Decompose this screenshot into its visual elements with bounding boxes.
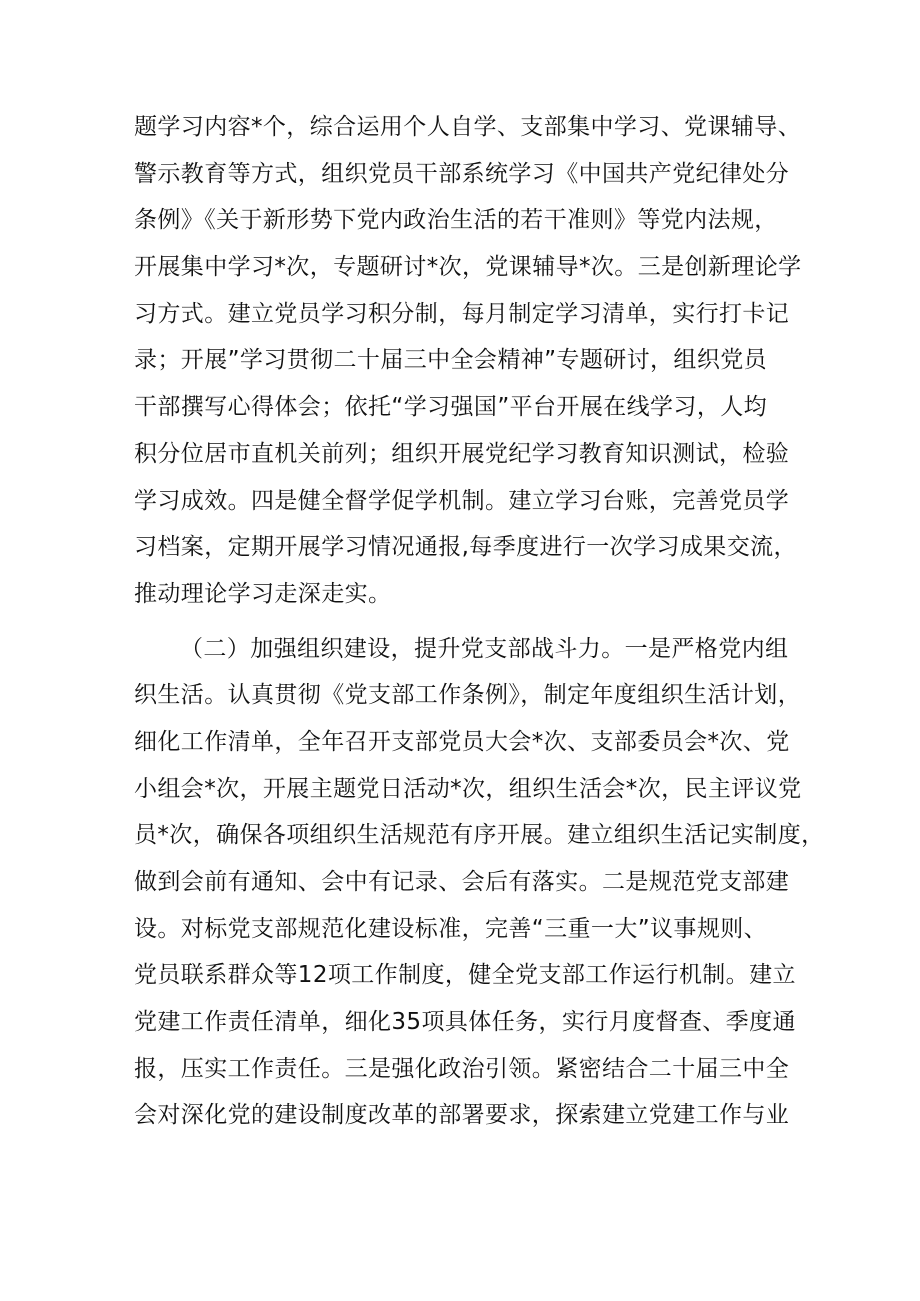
- text-line: 党建工作责任清单，细化35项具体任务，实行月度督查、季度通: [134, 1009, 796, 1036]
- document-body: [134, 104, 825, 1139]
- text-line: 积分位居市直机关前列；组织开展党纪学习教育知识测试，检验: [134, 440, 790, 467]
- text-line: 织生活。认真贯彻《党支部工作条例》，制定年度组织生活计划，: [134, 682, 802, 709]
- text-line: 党员联系群众等12项工作制度，健全党支部工作运行机制。建立: [134, 962, 796, 989]
- text-line: 做到会前有通知、会中有记录、会后有落实。二是规范党支部建: [134, 869, 790, 895]
- text-line: 员*次，确保各项组织生活规范有序开展。建立组织生活记实制度，: [134, 822, 825, 849]
- text-line: 警示教育等方式，组织党员干部系统学习《中国共产党纪律处分: [134, 160, 790, 187]
- section-heading-line: （二）加强组织建设，提升党支部战斗力。一是严格党内组: [180, 635, 789, 662]
- text-line: 设。对标党支部规范化建设标准，完善“三重一大”议事规则、: [134, 915, 768, 942]
- text-line: 条例》《关于新形势下党内政治生活的若干准则》等党内法规，: [134, 207, 778, 234]
- text-line: 学习成效。四是健全督学促学机制。建立学习台账，完善党员学: [134, 487, 790, 514]
- text-line: 习方式。建立党员学习积分制，每月制定学习清单，实行打卡记: [134, 300, 790, 327]
- text-line: 录；开展”学习贯彻二十届三中全会精神”专题研讨，组织党员: [134, 347, 768, 374]
- text-line: 题学习内容*个，综合运用个人自学、支部集中学习、党课辅导、: [134, 114, 802, 140]
- text-line: 习档案，定期开展学习情况通报,每季度进行一次学习成果交流，: [134, 534, 797, 561]
- text-line: 会对深化党的建设制度改革的部署要求，探索建立党建工作与业: [134, 1102, 790, 1129]
- text-line: 小组会*次，开展主题党日活动*次，组织生活会*次，民主评议党: [134, 775, 802, 802]
- text-line: 报，压实工作责任。三是强化政治引领。紧密结合二十届三中全: [134, 1055, 790, 1082]
- text-line: 细化工作清单，全年召开支部党员大会*次、支部委员会*次、党: [134, 728, 790, 755]
- text-line: 干部撰写心得体会；依托“学习强国”平台开展在线学习，人均: [134, 394, 768, 421]
- text-line: 推动理论学习走深走实。: [134, 580, 392, 607]
- text-line: 开展集中学习*次，专题研讨*次，党课辅导*次。三是创新理论学: [134, 254, 802, 281]
